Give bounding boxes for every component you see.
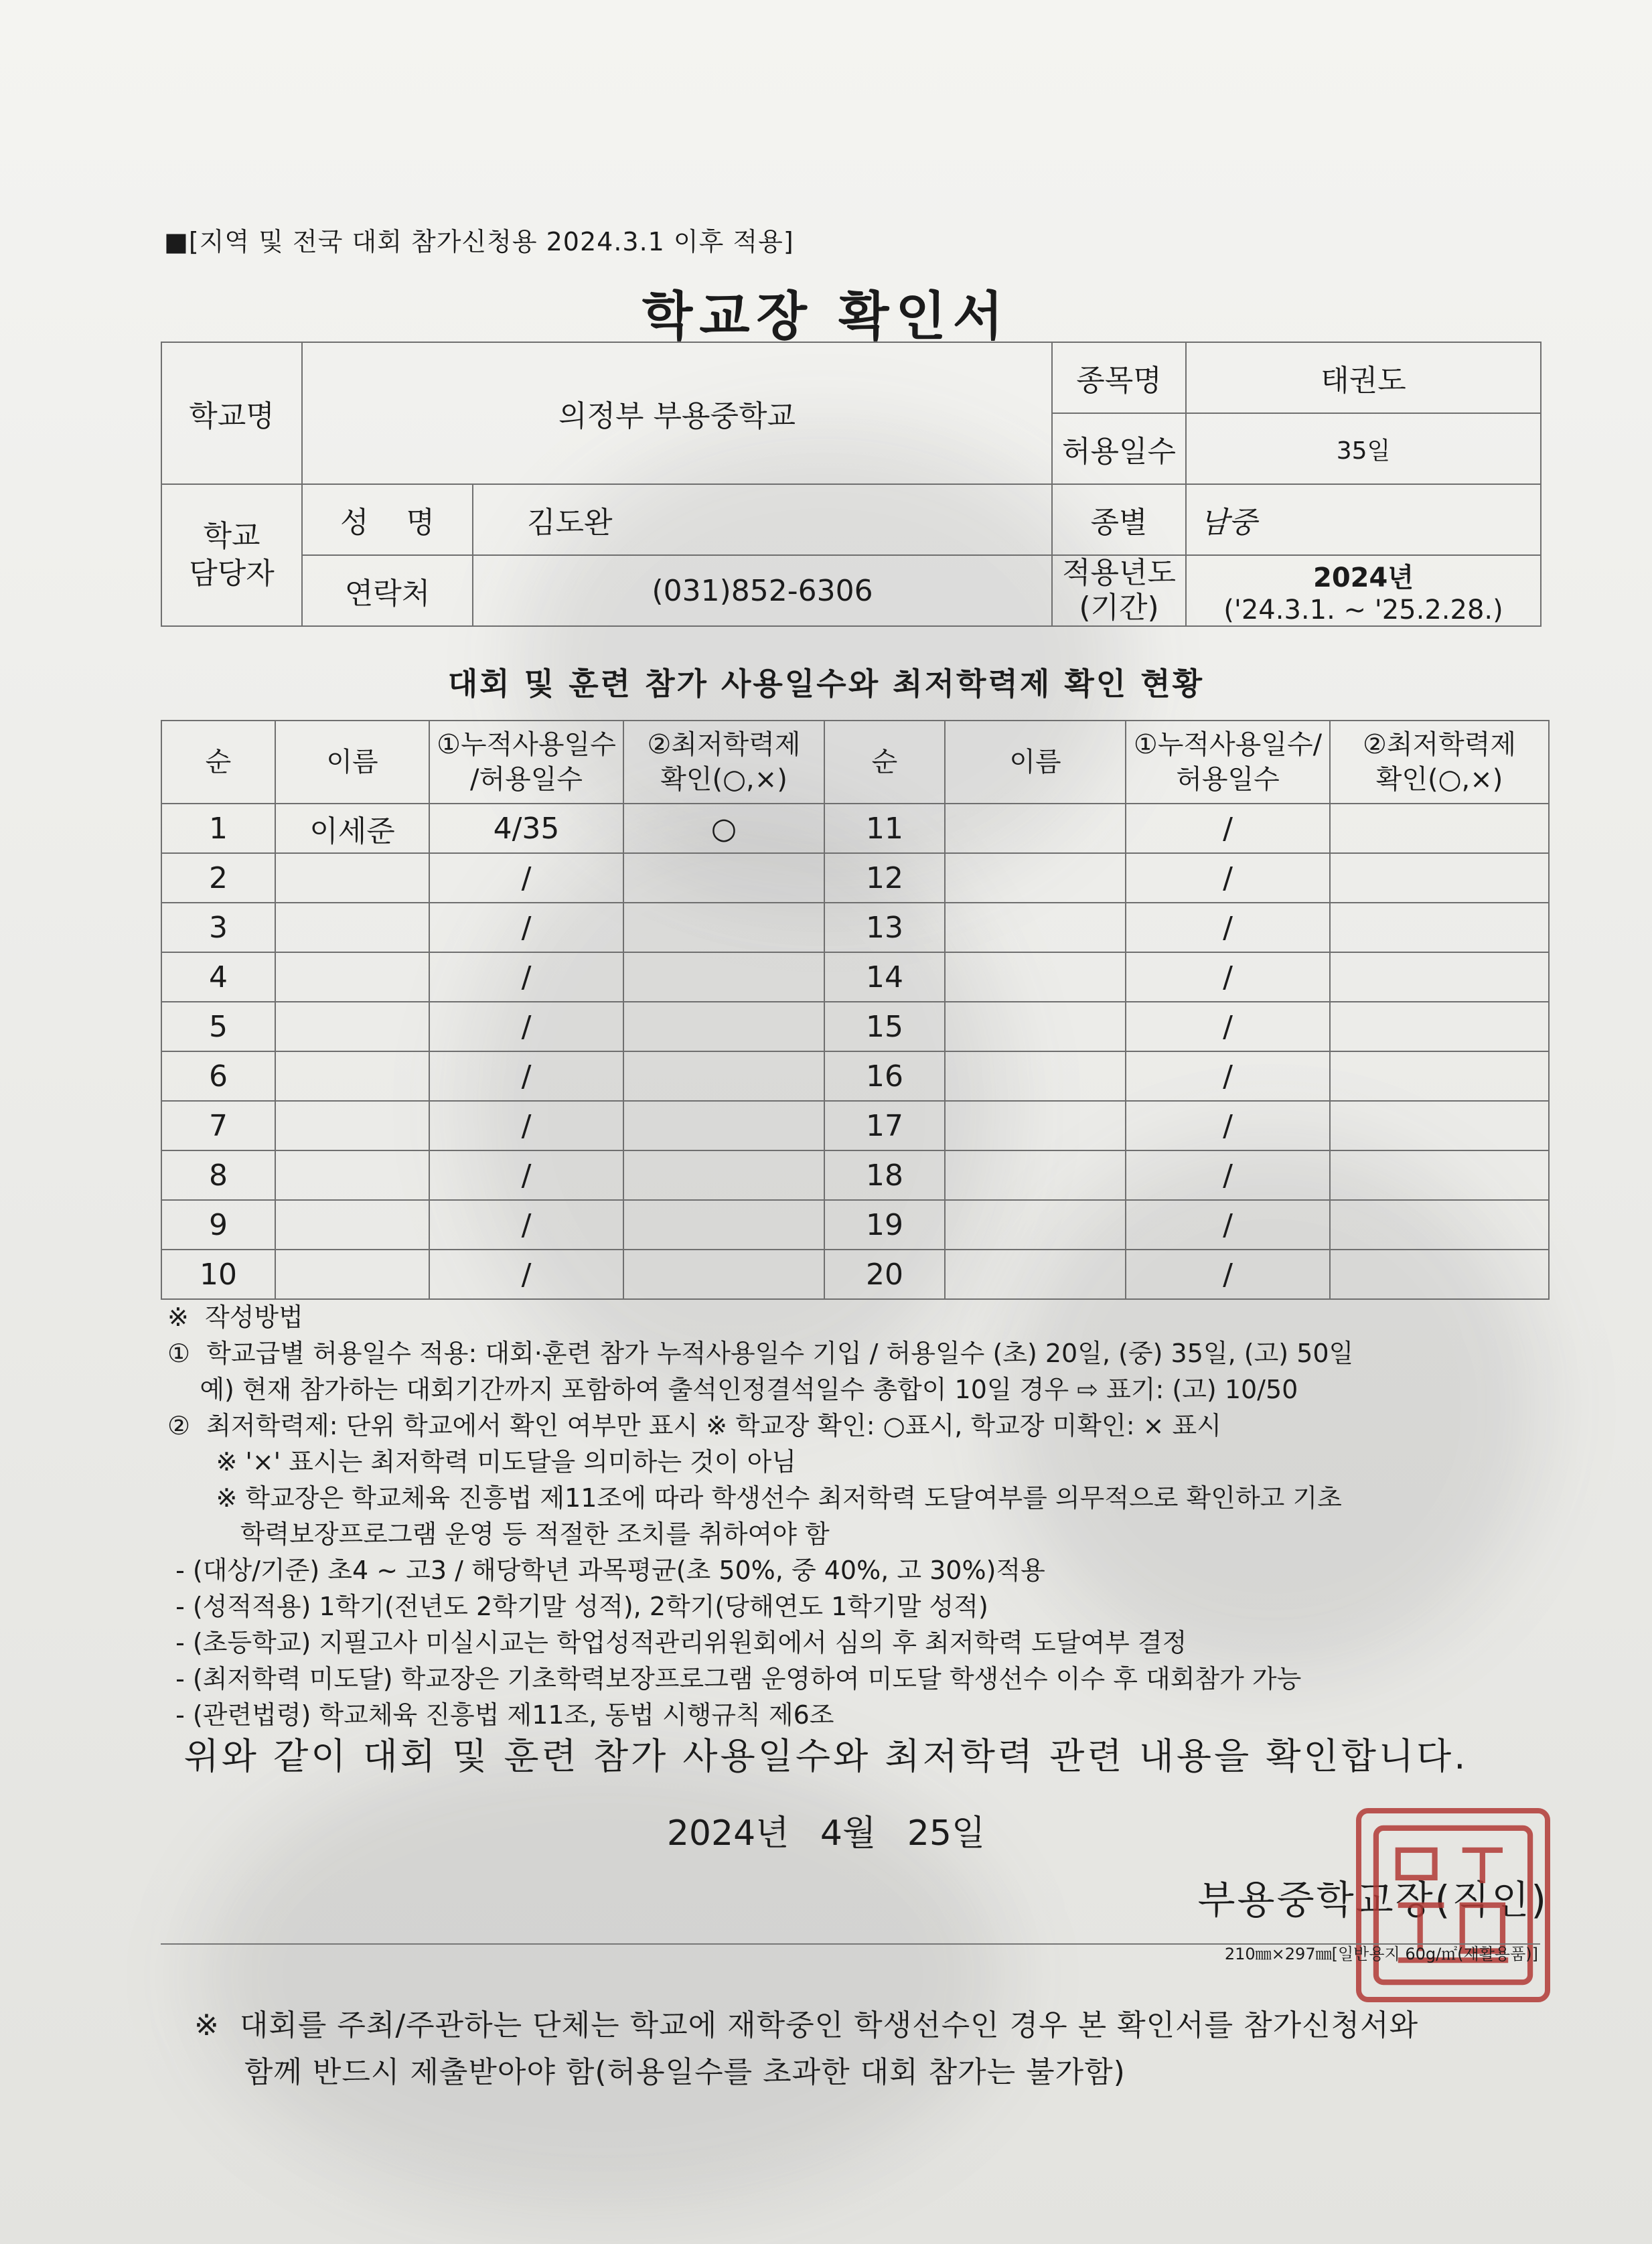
confirmation-statement: 위와 같이 대회 및 훈련 참가 사용일수와 최저학력 관련 내용을 확인합니다. (183, 1735, 1469, 1777)
contact-label: 연락처 (302, 555, 473, 626)
instruction-line: ② 최저학력제: 단위 학교에서 확인 여부만 표시 ※ 학교장 확인: ○표시, 학교장 미확인: × 표시 (167, 1411, 1221, 1440)
row-used-days: / (1126, 804, 1330, 853)
row-name (945, 1051, 1126, 1101)
row-name (275, 903, 429, 952)
table-row (161, 1250, 1549, 1299)
row-min-academic (623, 903, 824, 952)
row-min-academic (1330, 1002, 1549, 1051)
row-used-days: / (1126, 1002, 1330, 1051)
header-min-academic: ②최저학력제 확인(○,×) (1330, 721, 1549, 804)
row-name (945, 903, 1126, 952)
row-used-days: / (429, 1101, 623, 1150)
row-min-academic (623, 1250, 824, 1299)
issue-date: 2024년 4월 25일 (666, 1813, 986, 1854)
row-min-academic (1330, 952, 1549, 1002)
row-used-days: / (1126, 952, 1330, 1002)
row-name (945, 1250, 1126, 1299)
row-min-academic (623, 1101, 824, 1150)
row-name (275, 1150, 429, 1200)
staff-name-value: 김도완 (473, 484, 1052, 555)
contact-value: (031)852-6306 (473, 555, 1052, 626)
table-row (161, 1150, 1549, 1200)
row-used-days: / (1126, 1101, 1330, 1150)
row-name (275, 1002, 429, 1051)
row-used-days: / (429, 1150, 623, 1200)
row-min-academic (623, 1051, 824, 1101)
row-min-academic (623, 1150, 824, 1200)
row-min-academic (1330, 1150, 1549, 1200)
footer-note (194, 2002, 1418, 2096)
header-name: 이름 (275, 721, 429, 804)
table-row (161, 853, 1549, 903)
instruction-line: ※ 학교장은 학교체육 진흥법 제11조에 따라 학생선수 최저학력 도달여부를 의무적으로 확인하고 기초 (167, 1483, 1342, 1513)
staff-name-label: 성 명 (302, 484, 473, 555)
year-value: 2024년 (1313, 562, 1414, 593)
year-cell (1186, 555, 1541, 626)
instruction-line: 학력보장프로그램 운영 등 적절한 조치를 취하여야 함 (167, 1519, 830, 1549)
table-row (161, 952, 1549, 1002)
row-used-days: / (429, 1002, 623, 1051)
row-number: 15 (824, 1002, 945, 1051)
row-used-days: 4/35 (429, 804, 623, 853)
instruction-line: - (대상/기준) 초4 ~ 고3 / 해당학년 과목평균(초 50%, 중 40%, 고 30%)적용 (167, 1556, 1045, 1585)
year-label: 적용년도 (기간) (1052, 555, 1186, 626)
row-name (945, 1200, 1126, 1250)
row-min-academic (623, 853, 824, 903)
row-name (275, 1101, 429, 1150)
paper-spec: 210㎜×297㎜[일반용지 60g/㎡(재활용품)] (1224, 1945, 1538, 1963)
table-row (161, 1051, 1549, 1101)
row-min-academic (1330, 853, 1549, 903)
row-name (945, 952, 1126, 1002)
row-number: 3 (161, 903, 275, 952)
row-used-days: / (1126, 1250, 1330, 1299)
footer-line: ※ 대회를 주최/주관하는 단체는 학교에 재학중인 학생선수인 경우 본 확인서를 참가신청서와 (194, 2008, 1419, 2042)
row-used-days: / (429, 952, 623, 1002)
instruction-line: 예) 현재 참가하는 대회기간까지 포함하여 출석인정결석일수 총합이 10일 경우 ⇨ 표기: (고) 10/50 (167, 1375, 1298, 1404)
row-name (275, 1250, 429, 1299)
row-number: 1 (161, 804, 275, 853)
writing-instructions (167, 1299, 1560, 1733)
row-number: 14 (824, 952, 945, 1002)
row-min-academic (623, 952, 824, 1002)
sport-label: 종목명 (1052, 342, 1186, 413)
status-table (161, 720, 1550, 1300)
table-row (161, 1002, 1549, 1051)
header-used-days: ①누적사용일수/ 허용일수 (1126, 721, 1330, 804)
footer-line: 함께 반드시 제출받아야 함(허용일수를 초과한 대회 참가는 불가함) (194, 2055, 1126, 2089)
row-number: 12 (824, 853, 945, 903)
row-number: 19 (824, 1200, 945, 1250)
instruction-line: - (초등학교) 지필고사 미실시교는 학업성적관리위원회에서 심의 후 최저학력 도달여부 결정 (167, 1628, 1187, 1657)
row-number: 5 (161, 1002, 275, 1051)
instruction-line: - (성적적용) 1학기(전년도 2학기말 성적), 2학기(당해연도 1학기말 성적) (167, 1592, 988, 1621)
page-title: 학교장 확인서 (642, 287, 1010, 347)
row-used-days: / (429, 903, 623, 952)
table-row (161, 903, 1549, 952)
row-used-days: / (1126, 903, 1330, 952)
status-section-title: 대회 및 훈련 참가 사용일수와 최저학력제 확인 현황 (447, 666, 1205, 702)
header-name: 이름 (945, 721, 1126, 804)
row-number: 7 (161, 1101, 275, 1150)
year-period: ('24.3.1. ~ '25.2.28.) (1223, 594, 1503, 625)
row-number: 4 (161, 952, 275, 1002)
staff-label: 학교 담당자 (161, 484, 302, 626)
instruction-line: ① 학교급별 허용일수 적용: 대회·훈련 참가 누적사용일수 기입 / 허용일수 (초) 20일, (중) 35일, (고) 50일 (167, 1339, 1354, 1368)
row-number: 11 (824, 804, 945, 853)
seal-icon (1361, 1813, 1545, 1997)
row-number: 6 (161, 1051, 275, 1101)
gender-value: 남중 (1186, 484, 1541, 555)
table-row (161, 804, 1549, 853)
row-min-academic (623, 1200, 824, 1250)
row-number: 13 (824, 903, 945, 952)
row-used-days: / (429, 1250, 623, 1299)
allowed-days-value: 35일 (1186, 413, 1541, 484)
row-name (275, 1051, 429, 1101)
form-category-label: ■[지역 및 전국 대회 참가신청용 2024.3.1 이후 적용] (164, 227, 794, 256)
row-name (275, 853, 429, 903)
row-name (275, 1200, 429, 1250)
allowed-days-label: 허용일수 (1052, 413, 1186, 484)
official-seal-stamp (1356, 1808, 1550, 2002)
instruction-line: - (관련법령) 학교체육 진흥법 제11조, 동법 시행규칙 제6조 (167, 1700, 834, 1730)
table-row (161, 1101, 1549, 1150)
row-used-days: / (429, 1200, 623, 1250)
row-min-academic (1330, 1101, 1549, 1150)
sport-value: 태권도 (1186, 342, 1541, 413)
row-number: 2 (161, 853, 275, 903)
row-min-academic: ○ (623, 804, 824, 853)
row-min-academic (1330, 1250, 1549, 1299)
instruction-line: ※ '×' 표시는 최저학력 미도달을 의미하는 것이 아님 (167, 1447, 797, 1477)
header-no: 순 (824, 721, 945, 804)
header-no: 순 (161, 721, 275, 804)
instruction-line: ※ 작성방법 (167, 1302, 303, 1332)
row-min-academic (1330, 1051, 1549, 1101)
row-name (275, 952, 429, 1002)
row-used-days: / (429, 853, 623, 903)
school-info-table (161, 342, 1542, 627)
row-name: 이세준 (275, 804, 429, 853)
row-name (945, 1002, 1126, 1051)
row-min-academic (1330, 903, 1549, 952)
row-number: 17 (824, 1101, 945, 1150)
header-used-days: ①누적사용일수 /허용일수 (429, 721, 623, 804)
row-min-academic (1330, 1200, 1549, 1250)
row-number: 18 (824, 1150, 945, 1200)
school-name-label: 학교명 (161, 342, 302, 484)
instruction-line: - (최저학력 미도달) 학교장은 기초학력보장프로그램 운영하여 미도달 학생선수 이수 후 대회참가 가능 (167, 1664, 1302, 1694)
row-min-academic (1330, 804, 1549, 853)
row-used-days: / (1126, 1051, 1330, 1101)
row-used-days: / (429, 1051, 623, 1101)
row-name (945, 853, 1126, 903)
row-min-academic (623, 1002, 824, 1051)
row-used-days: / (1126, 1150, 1330, 1200)
row-name (945, 1150, 1126, 1200)
gender-label: 종별 (1052, 484, 1186, 555)
table-row (161, 1200, 1549, 1250)
principal-signature: 부용중학교장(직인) (1197, 1877, 1548, 1923)
row-name (945, 804, 1126, 853)
header-min-academic: ②최저학력제 확인(○,×) (623, 721, 824, 804)
row-number: 9 (161, 1200, 275, 1250)
row-used-days: / (1126, 853, 1330, 903)
row-name (945, 1101, 1126, 1150)
school-name-value: 의정부 부용중학교 (302, 342, 1052, 484)
row-used-days: / (1126, 1200, 1330, 1250)
row-number: 8 (161, 1150, 275, 1200)
row-number: 10 (161, 1250, 275, 1299)
row-number: 20 (824, 1250, 945, 1299)
row-number: 16 (824, 1051, 945, 1101)
